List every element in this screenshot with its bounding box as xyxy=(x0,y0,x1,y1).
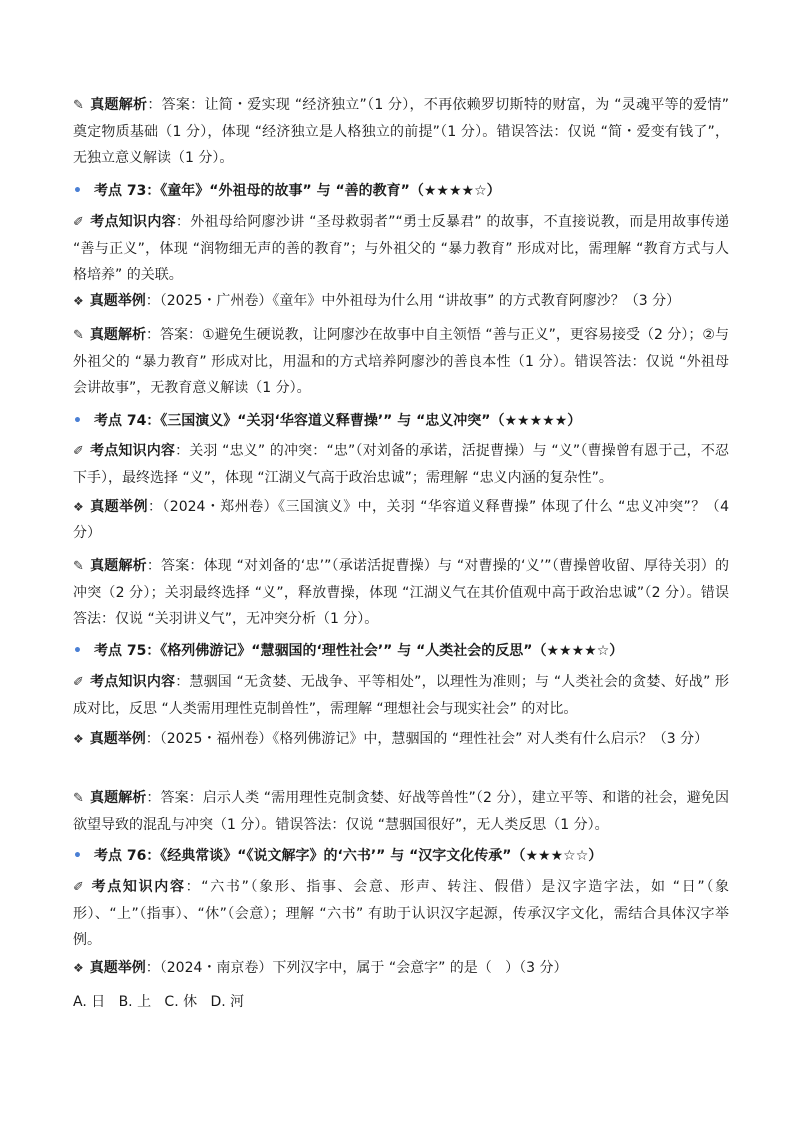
analysis-label: 真题解析 xyxy=(89,327,146,343)
pencil-alt-icon: ✐ xyxy=(73,444,84,459)
knowledge-block-73 xyxy=(73,209,729,288)
knowledge-block-75 xyxy=(73,669,729,722)
pencil-icon: ✎ xyxy=(73,791,84,806)
bullet-icon: • xyxy=(73,643,82,659)
bullet-icon: • xyxy=(73,848,82,864)
example-text: ：（2025・广州卷）《童年》中外祖母为什么用 “讲故事” 的方式教育阿廖沙？（3 分） xyxy=(145,293,681,309)
topic-title: 考点 74：《三国演义》“关羽‘华容道义释曹操’” 与 “忠义冲突”（★★★★★） xyxy=(93,413,582,429)
diamond-icon: ❖ xyxy=(73,294,84,308)
example-text: ：（2024・南京卷）下列汉字中，属于 “会意字” 的是（ ）（3 分） xyxy=(145,960,568,976)
topic-title: 考点 73：《童年》“外祖母的故事” 与 “善的教育”（★★★★☆） xyxy=(93,183,501,199)
knowledge-label: 考点知识内容 xyxy=(89,879,186,895)
pencil-icon: ✎ xyxy=(73,98,84,113)
analysis-block-75 xyxy=(73,785,729,838)
analysis-block-72 xyxy=(73,92,729,171)
diamond-icon: ❖ xyxy=(73,732,84,746)
topic-heading-75 xyxy=(73,638,729,664)
knowledge-block-74 xyxy=(73,438,729,491)
knowledge-text: ：慧骃国 “无贪婪、无战争、平等相处”，以理性为准则；与 “人类社会的贪婪、好战” 形成对比，反思 “人类需用理性克制兽性”，需理解 “理想社会与现实社会” 的对比。 xyxy=(73,674,729,717)
example-label: 真题举例 xyxy=(90,499,148,515)
analysis-text: ：答案：启示人类 “需用理性克制贪婪、好战等兽性”（2 分），建立平等、和谐的社会，避免因欲望导致的混乱与冲突（1 分）。错误答法：仅说 “慧骃国很好”，无人类反思（1 分）。 xyxy=(73,790,730,833)
answer-options-76 xyxy=(73,989,729,1015)
analysis-text: ：答案：让简・爱实现 “经济独立”（1 分），不再依赖罗切斯特的财富，为 “灵魂平等的爱情” 奠定物质基础（1 分），体现 “经济独立是人格独立的前提”（1 分）。错误答法：仅说 “简・爱变有钱了”，无独立意义解读（1 分）。 xyxy=(73,97,729,166)
knowledge-label: 考点知识内容 xyxy=(89,443,176,459)
knowledge-label: 考点知识内容 xyxy=(89,674,176,690)
example-block-75 xyxy=(73,726,729,752)
topic-heading-74 xyxy=(73,408,729,434)
example-label: 真题举例 xyxy=(89,960,146,976)
example-text: ：（2025・福州卷）《格列佛游记》中，慧骃国的 “理性社会” 对人类有什么启示？（3 分） xyxy=(145,731,709,747)
analysis-block-73 xyxy=(73,322,729,401)
bullet-icon: • xyxy=(73,183,82,199)
pencil-icon: ✎ xyxy=(73,559,84,574)
analysis-label: 真题解析 xyxy=(89,558,147,574)
topic-heading-73 xyxy=(73,178,729,204)
diamond-icon: ❖ xyxy=(73,500,85,514)
analysis-label: 真题解析 xyxy=(89,97,148,113)
diamond-icon: ❖ xyxy=(73,961,84,975)
example-text: ：（2024・郑州卷）《三国演义》中，关羽 “华容道义释曹操” 体现了什么 “忠义冲突”？（4 分） xyxy=(73,499,729,541)
pencil-alt-icon: ✐ xyxy=(73,215,84,230)
knowledge-block-76 xyxy=(73,874,729,953)
analysis-label: 真题解析 xyxy=(89,790,147,806)
analysis-text: ：答案：体现 “对刘备的‘忠’”（承诺活捉曹操）与 “对曹操的‘义’”（曹操曾收留、厚待关羽）的冲突（2 分）；关羽最终选择 “义”，释放曹操，体现 “江湖义气在其价值观中高于政治忠诚”（2 分）。错误答法：仅说 “关羽讲义气”，无冲突分析（1 分）。 xyxy=(73,558,729,627)
options-text: A. 日 B. 上 C. 休 D. 河 xyxy=(73,994,245,1010)
example-block-73 xyxy=(73,288,729,314)
knowledge-text: ：外祖母给阿廖沙讲 “圣母救弱者”“勇士反暴君” 的故事，不直接说教，而是用故事传递 “善与正义”，体现 “润物细无声的善的教育”；与外祖父的 “暴力教育” 形成对比，需理解 “教育方式与人格培养” 的关联。 xyxy=(73,214,729,283)
topic-heading-76 xyxy=(73,843,729,869)
example-block-74 xyxy=(73,494,729,546)
pencil-alt-icon: ✐ xyxy=(73,675,84,690)
pencil-alt-icon: ✐ xyxy=(73,880,84,895)
analysis-block-74 xyxy=(73,553,729,632)
topic-title: 考点 75：《格列佛游记》“慧骃国的‘理性社会’” 与 “人类社会的反思”（★★★★☆） xyxy=(93,643,624,659)
example-label: 真题举例 xyxy=(89,293,146,309)
knowledge-text: ：“六书”（象形、指事、会意、形声、转注、假借）是汉字造字法，如 “日”（象形）、“上”（指事）、“休”（会意）；理解 “六书” 有助于认识汉字起源，传承汉字文化，需结合具体汉字举例。 xyxy=(73,879,729,948)
analysis-text: ：答案：①避免生硬说教，让阿廖沙在故事中自主领悟 “善与正义”，更容易接受（2 分）；②与外祖父的 “暴力教育” 形成对比，用温和的方式培养阿廖沙的善良本性（1 分）。错误答法：仅说 “外祖母会讲故事”，无教育意义解读（1 分）。 xyxy=(73,327,729,396)
bullet-icon: • xyxy=(73,413,82,429)
example-label: 真题举例 xyxy=(89,731,146,747)
knowledge-label: 考点知识内容 xyxy=(89,214,176,230)
knowledge-text: ：关羽 “忠义” 的冲突：“忠”（对刘备的承诺，活捉曹操）与 “义”（曹操曾有恩于己，不忍下手），最终选择 “义”，体现 “江湖义气高于政治忠诚”；需理解 “忠义内涵的复杂性”。 xyxy=(73,443,729,486)
example-block-76 xyxy=(73,955,729,981)
pencil-icon: ✎ xyxy=(73,328,84,343)
topic-title: 考点 76：《经典常谈》“《说文解字》的‘六书’” 与 “汉字文化传承”（★★★☆☆） xyxy=(93,848,603,864)
